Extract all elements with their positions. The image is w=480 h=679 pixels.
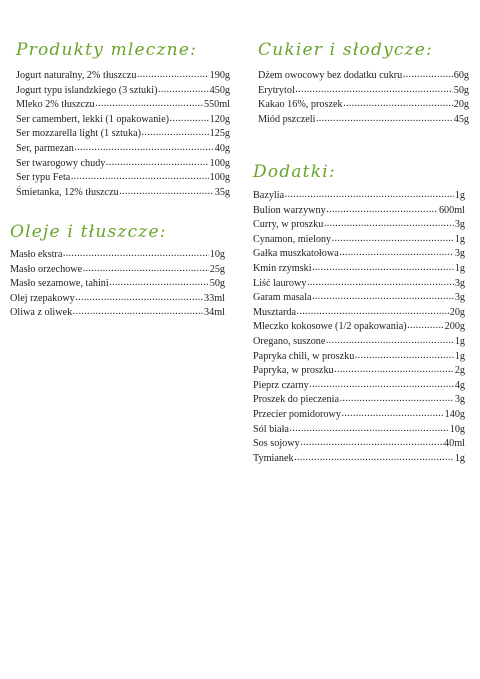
item-name: Ser typu Feta [16, 172, 71, 184]
list-item [258, 98, 469, 113]
item-quantity: 1g [454, 190, 465, 201]
addons-list [253, 189, 465, 466]
dot-leader [300, 436, 443, 451]
item-name: Ser camembert, lekki (1 opakowanie) [16, 113, 170, 125]
list-item [16, 142, 230, 157]
item-name: Masło ekstra [10, 249, 63, 260]
sugar-list [258, 69, 469, 127]
dot-leader [316, 112, 453, 127]
dot-leader [343, 97, 453, 112]
dot-leader [312, 290, 454, 305]
item-quantity: 200g [444, 321, 465, 333]
item-name: Ser twarogowy chudy [16, 157, 106, 169]
item-name: Bulion warzywny [253, 204, 326, 216]
list-item [253, 379, 465, 394]
item-name: Śmietanka, 12% tłuszczu [16, 186, 119, 198]
item-quantity: 3g [454, 248, 465, 260]
item-name: Sól biała [253, 423, 289, 435]
item-quantity: 1g [454, 233, 465, 245]
list-item [253, 364, 465, 379]
dot-leader [142, 126, 210, 141]
item-name: Bazylia [253, 190, 285, 201]
item-name: Jogurt typu islandzkiego (3 sztuki) [16, 84, 158, 96]
list-item [16, 98, 230, 113]
item-quantity: 50g [209, 278, 225, 290]
fats-list [10, 248, 225, 321]
item-name: Musztarda [253, 306, 296, 318]
item-quantity: 25g [209, 263, 225, 275]
list-item [10, 263, 225, 278]
list-item [10, 306, 225, 321]
list-item [258, 84, 469, 99]
item-name: Olej rzepakowy [10, 292, 75, 304]
list-item [253, 291, 465, 306]
dot-leader [71, 170, 209, 185]
dot-leader [83, 262, 210, 277]
item-quantity: 33ml [204, 292, 225, 304]
dot-leader [339, 246, 454, 261]
dot-leader [324, 217, 454, 232]
list-item [253, 233, 465, 248]
list-item [253, 218, 465, 233]
item-quantity: 3g [454, 292, 465, 304]
dot-leader [137, 68, 209, 83]
item-name: Tymianek [253, 452, 294, 464]
list-item [253, 437, 465, 452]
item-quantity: 100g [209, 157, 230, 169]
section-title-dairy: Produkty mleczne: [16, 40, 198, 60]
item-quantity: 2g [454, 365, 465, 377]
item-name: Masło orzechowe [10, 263, 83, 275]
dot-leader [63, 247, 209, 262]
dot-leader [294, 451, 454, 466]
item-quantity: 60g [453, 70, 469, 81]
list-item [10, 248, 225, 263]
dot-leader [289, 422, 449, 437]
item-quantity: 20g [453, 99, 469, 111]
item-quantity: 4g [454, 379, 465, 391]
list-item [253, 247, 465, 262]
list-item [253, 262, 465, 277]
item-name: Mleczko kokosowe (1/2 opakowania) [253, 321, 407, 333]
section-dairy [16, 39, 230, 200]
list-item [16, 186, 230, 201]
dot-leader [158, 83, 209, 98]
item-name: Kakao 16%, proszek [258, 99, 343, 111]
dot-leader [170, 112, 210, 127]
item-name: Curry, w proszku [253, 219, 324, 231]
list-item [253, 320, 465, 335]
item-quantity: 10g [449, 423, 465, 435]
item-name: Jogurt naturalny, 2% tłuszczu [16, 70, 137, 81]
dot-leader [334, 363, 454, 378]
section-title-addons: Dodatki: [253, 162, 336, 182]
list-item [258, 113, 469, 128]
item-name: Liść laurowy [253, 277, 307, 289]
list-item [253, 306, 465, 321]
item-name: Miód pszczeli [258, 113, 316, 125]
dairy-list [16, 69, 230, 200]
list-item [16, 84, 230, 99]
list-item [16, 113, 230, 128]
item-quantity: 3g [454, 277, 465, 289]
dot-leader [75, 291, 203, 306]
item-name: Oregano, suszone [253, 335, 326, 347]
dot-leader [403, 68, 453, 83]
section-title-sugar: Cukier i słodycze: [258, 40, 433, 60]
dot-leader [119, 185, 214, 200]
item-quantity: 40ml [444, 438, 465, 450]
item-quantity: 190g [209, 70, 230, 81]
item-name: Przecier pomidorowy [253, 408, 341, 420]
item-name: Proszek do pieczenia [253, 394, 339, 406]
list-item [16, 171, 230, 186]
item-quantity: 34ml [204, 307, 225, 319]
item-name: Ser mozzarella light (1 sztuka) [16, 128, 142, 140]
dot-leader [285, 188, 455, 203]
item-quantity: 100g [209, 172, 230, 184]
item-name: Pieprz czarny [253, 379, 309, 391]
dot-leader [312, 261, 454, 276]
item-quantity: 1g [454, 452, 465, 464]
item-name: Oliwa z oliwek [10, 307, 73, 319]
list-item [253, 204, 465, 219]
item-quantity: 1g [454, 262, 465, 274]
item-quantity: 450g [209, 84, 230, 96]
item-quantity: 10g [209, 249, 225, 260]
item-name: Mleko 2% tłuszczu [16, 99, 95, 111]
list-item [16, 157, 230, 172]
item-name: Dżem owocowy bez dodatku cukru [258, 70, 403, 81]
item-quantity: 50g [453, 84, 469, 96]
item-name: Cynamon, mielony [253, 233, 332, 245]
item-quantity: 45g [453, 113, 469, 125]
item-name: Gałka muszkatołowa [253, 248, 339, 260]
list-item [253, 452, 465, 467]
dot-leader [309, 378, 454, 393]
dot-leader [95, 97, 203, 112]
item-name: Ser, parmezan [16, 142, 74, 154]
dot-leader [341, 407, 444, 422]
dot-leader [106, 156, 209, 171]
dot-leader [340, 392, 455, 407]
list-item [10, 277, 225, 292]
section-addons [253, 161, 465, 466]
list-item [253, 189, 465, 204]
list-item [253, 277, 465, 292]
item-name: Papryka chili, w proszku [253, 350, 355, 362]
item-name: Masło sezamowe, tahini [10, 278, 109, 290]
item-quantity: 35g [214, 186, 230, 198]
list-item [253, 393, 465, 408]
dot-leader [109, 276, 209, 291]
item-name: Garam masala [253, 292, 312, 304]
item-quantity: 600ml [438, 204, 465, 216]
dot-leader [307, 276, 454, 291]
item-quantity: 40g [214, 142, 230, 154]
section-fats [10, 221, 225, 321]
dot-leader [326, 334, 454, 349]
item-name: Sos sojowy [253, 438, 300, 450]
section-sugar [258, 39, 469, 127]
item-quantity: 1g [454, 350, 465, 362]
list-item [253, 350, 465, 365]
item-quantity: 120g [209, 113, 230, 125]
list-item [16, 69, 230, 84]
section-title-fats: Oleje i tłuszcze: [10, 222, 167, 242]
item-name: Erytrytol [258, 84, 295, 96]
dot-leader [295, 83, 453, 98]
item-quantity: 1g [454, 335, 465, 347]
item-name: Papryka, w proszku [253, 365, 334, 377]
dot-leader [407, 319, 444, 334]
item-quantity: 20g [449, 306, 465, 318]
item-quantity: 140g [444, 408, 465, 420]
dot-leader [332, 232, 455, 247]
dot-leader [297, 305, 450, 320]
dot-leader [73, 305, 204, 320]
dot-leader [355, 349, 455, 364]
list-item [253, 423, 465, 438]
item-quantity: 3g [454, 394, 465, 406]
item-quantity: 550ml [203, 99, 230, 111]
list-item [253, 408, 465, 423]
list-item [10, 292, 225, 307]
item-quantity: 3g [454, 219, 465, 231]
item-name: Kmin rzymski [253, 262, 312, 274]
item-quantity: 125g [209, 128, 230, 140]
list-item [258, 69, 469, 84]
dot-leader [326, 203, 438, 218]
list-item [16, 127, 230, 142]
dot-leader [74, 141, 214, 156]
list-item [253, 335, 465, 350]
